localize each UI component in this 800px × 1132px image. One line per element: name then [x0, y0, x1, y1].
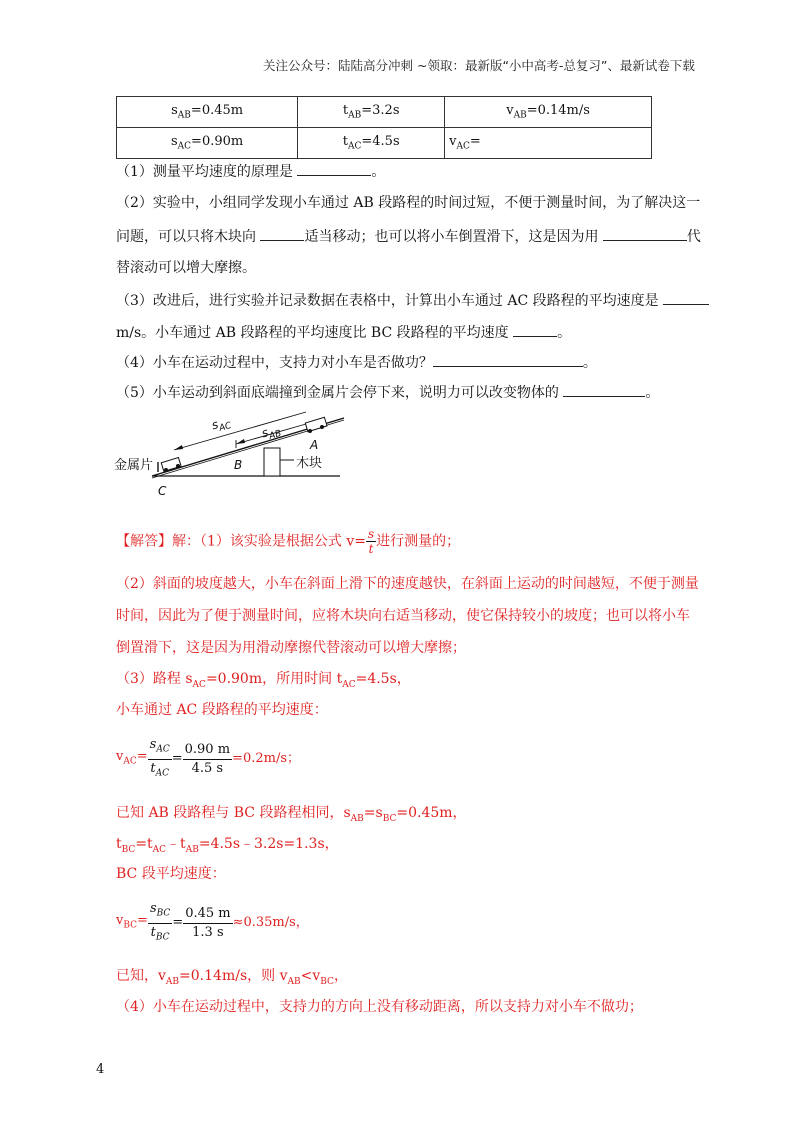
- table-cell: $v_{AC}=$: [445, 128, 652, 159]
- answer-blank: [603, 226, 687, 241]
- question-5: （5）小车运动到斜面底端撞到金属片会停下来，说明力可以改变物体的 。: [116, 382, 659, 403]
- question-3-line-1: （3）改进后，进行实验并记录数据在表格中，计算出小车通过 AC 段路程的平均速度是: [116, 290, 709, 311]
- page-number: 4: [96, 1062, 105, 1077]
- label-point-c: C: [158, 484, 167, 498]
- label-sab: $s_{AB}$: [259, 425, 283, 442]
- answer-line-tbc: $t_{BC}=t_{AC}﹣t_{AB}=4.5s﹣3.2s=1.3s$，: [116, 836, 339, 855]
- table-cell: $v_{AB}=0.14m/s$: [445, 97, 652, 128]
- label-metal-plate: 金属片: [114, 458, 154, 473]
- answer-line-4: （4）小车在运动过程中，支持力的方向上没有移动距离，所以支持力对小车不做功；: [116, 999, 643, 1015]
- table-cell: $t_{AC}=4.5s$: [298, 128, 445, 159]
- sac-arrowhead: [174, 445, 183, 450]
- answer-line-3a: （3）路程 $s_{AC}=0.90m$，所用时间 $t_{AC}=4.5s$，: [116, 671, 411, 690]
- question-2-line-2: 问题，可以只将木块向 适当移动；也可以将小车倒置滑下，这是因为用 代: [116, 226, 701, 247]
- answer-line-3b: 小车通过 AC 段路程的平均速度：: [116, 702, 328, 718]
- answer-blank: [260, 226, 304, 241]
- question-2-line-1: （2）实验中，小组同学发现小车通过 AB 段路程的时间过短，不便于测量时间，为了解决这一: [116, 195, 701, 211]
- sac-dimension-line: [174, 412, 306, 450]
- table-row: [117, 97, 652, 128]
- wood-block: [264, 448, 280, 476]
- data-table: [116, 96, 652, 159]
- cart-top: [305, 417, 327, 433]
- table-cell: $s_{AB}=0.45m$: [117, 97, 298, 128]
- label-point-b: B: [234, 458, 243, 472]
- label-wood-block: 木块: [296, 456, 323, 471]
- label-sac: $s_{AC}$: [209, 417, 233, 434]
- answer-blank: [297, 161, 371, 176]
- label-point-a: A: [310, 438, 319, 452]
- answer-line-2b: 时间，因此为了便于测量时间，应将木块向右适当移动，使它保持较小的坡度；也可以将小车: [116, 608, 690, 624]
- answer-line-2a: （2）斜面的坡度越大，小车在斜面上滑下的速度越快，在斜面上运动的时间越短，不便于测量: [116, 576, 699, 592]
- vbc-formula: $v_{BC}=$ $\frac{s_{BC}}{t_{BC}}$ = $\frac{0.45 m}{1.3 s}$ ≈0.35m/s，: [116, 900, 309, 946]
- answer-line-3d: BC 段平均速度：: [116, 866, 226, 882]
- answer-line-3e: 已知，$v_{AB}=0.14m/s$，则 $v_{AB}<v_{BC}$，: [116, 968, 348, 987]
- answer-blank: [663, 290, 709, 305]
- answer-blank: [513, 322, 557, 337]
- table-cell: $t_{AB}=3.2s$: [298, 97, 445, 128]
- answer-line-2c: 倒置滑下，这是因为用滑动摩擦代替滚动可以增大摩擦；: [116, 640, 466, 656]
- question-1: （1）测量平均速度的原理是 。: [116, 161, 385, 182]
- question-4: （4）小车在运动过程中，支持力对小车是否做功？ 。: [116, 352, 597, 373]
- question-2-line-3: 替滚动可以增大摩擦。: [116, 260, 256, 276]
- vac-formula: $v_{AC}=$ $\frac{s_{AC}}{t_{AC}}$ = $\frac{0.90 m}{4.5 s}$ =0.2m/s；: [116, 736, 300, 782]
- sab-arrowhead: [236, 439, 245, 444]
- answer-line-1: 【解答】解：（1）该实验是根据公式 v= $\frac{s}{t}$ 进行测量的；: [116, 527, 461, 556]
- answer-blank: [433, 352, 583, 367]
- table-row: [117, 128, 652, 159]
- answer-blank: [563, 382, 645, 397]
- question-3-line-2: m/s。小车通过 AB 段路程的平均速度比 BC 段路程的平均速度 。: [116, 322, 571, 343]
- page-header: 关注公众号：陆陆高分冲刺 ~领取：最新版“小中高考-总复习”、最新试卷下载: [263, 58, 695, 73]
- answer-line-3c: 已知 AB 段路程与 BC 段路程相同，$s_{AB}=s_{BC}=0.45m$，: [116, 805, 467, 824]
- table-cell: $s_{AC}=0.90m$: [117, 128, 298, 159]
